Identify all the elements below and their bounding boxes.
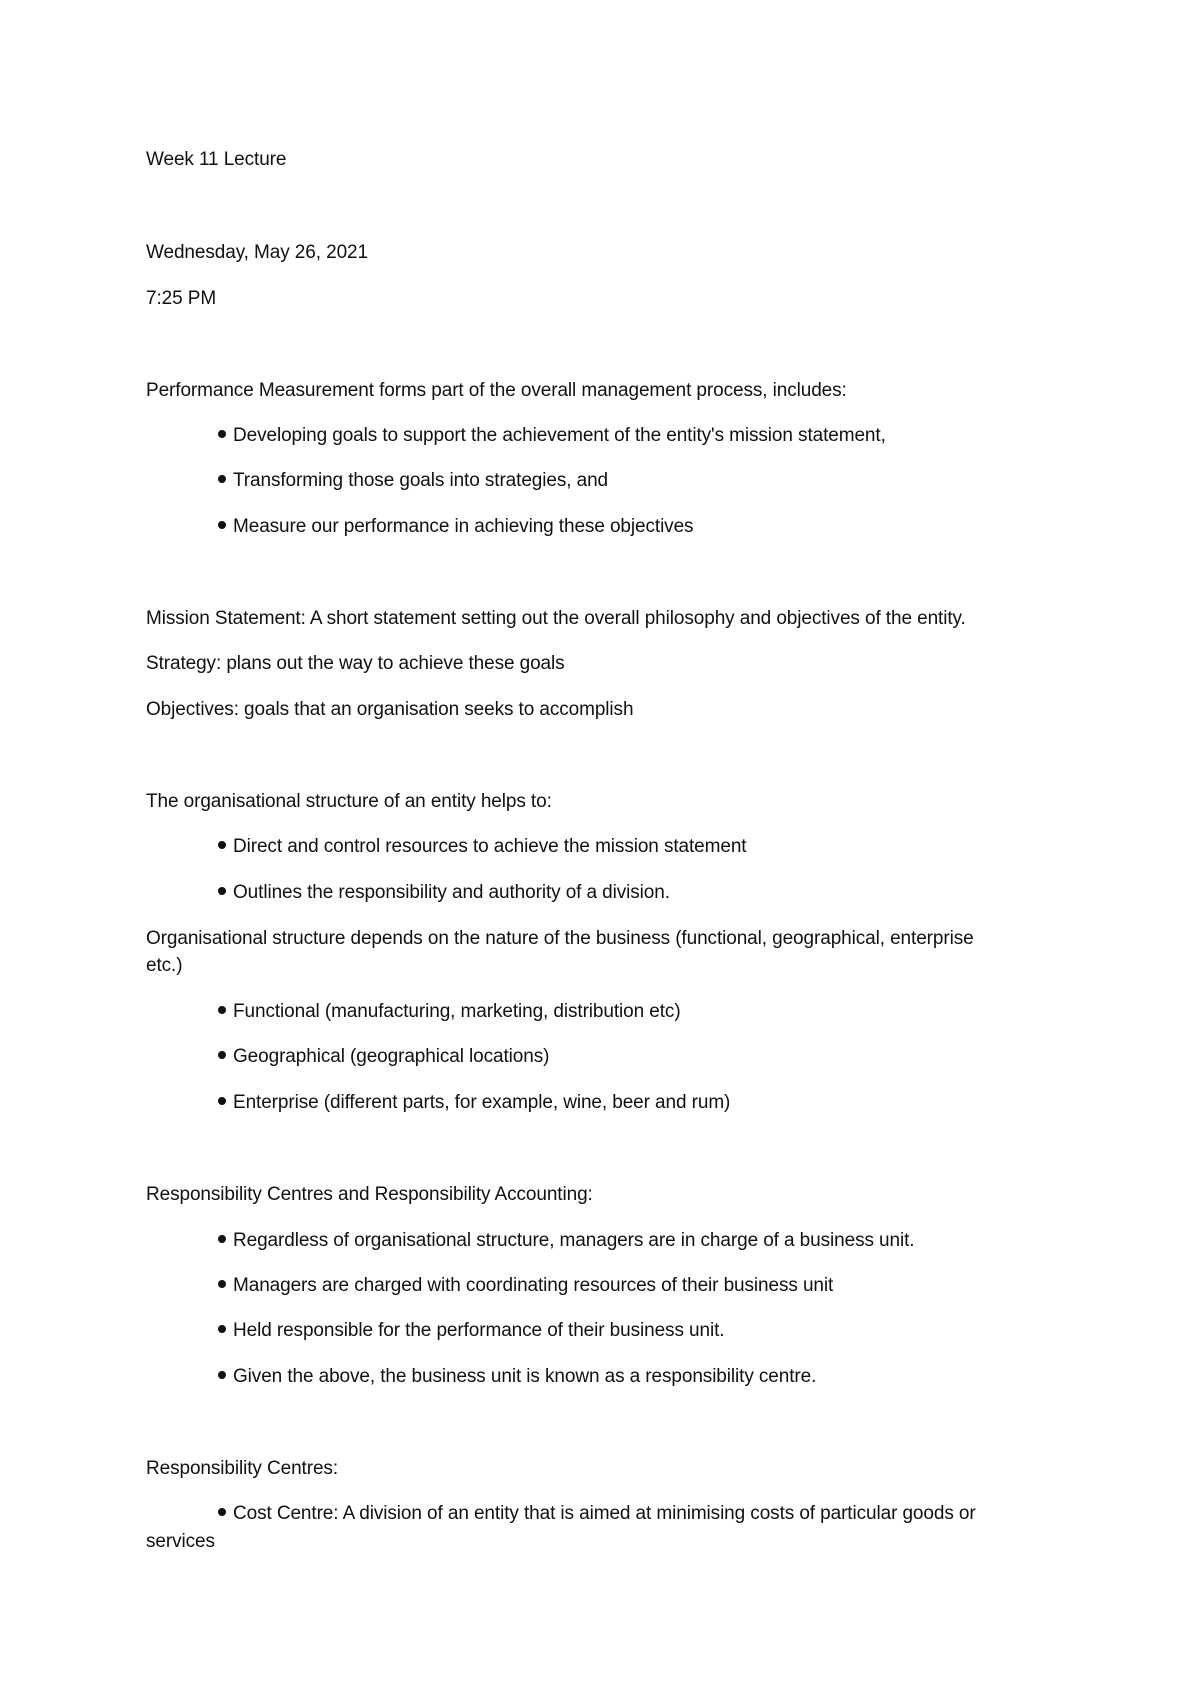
bullet-icon: [218, 1508, 226, 1516]
list-item-text: Given the above, the business unit is known as a responsibility centre.: [233, 1366, 817, 1387]
list-item-text: Held responsible for the performance of their business unit.: [233, 1320, 725, 1341]
list-item-text: Transforming those goals into strategies, and: [233, 470, 608, 491]
date-text: Wednesday, May 26, 2021: [146, 242, 368, 263]
definition-objectives: Objectives: goals that an organisation seeks to accomplish: [146, 699, 634, 720]
list-item-text: Functional (manufacturing, marketing, distribution etc): [233, 1001, 681, 1022]
page-title: Week 11 Lecture: [146, 149, 287, 170]
bullet-icon: [218, 1371, 226, 1379]
bullet-icon: [218, 1325, 226, 1333]
list-item: [218, 1090, 730, 1116]
list-item-text: Cost Centre: A division of an entity that is aimed at minimising costs of particular goods or: [233, 1503, 976, 1524]
list-item: [218, 834, 746, 860]
bullet-icon: [218, 430, 226, 438]
list-item: [218, 1501, 976, 1527]
definition-strategy: Strategy: plans out the way to achieve these goals: [146, 653, 565, 674]
time-text: 7:25 PM: [146, 288, 217, 309]
bullet-icon: [218, 1097, 226, 1105]
list-item-text: Measure our performance in achieving these objectives: [233, 516, 694, 537]
list-item: [218, 1044, 549, 1070]
bullet-icon: [218, 1280, 226, 1288]
bullet-icon: [218, 475, 226, 483]
structure-text-line1: Organisational structure depends on the nature of the business (functional, geographical, enterprise: [146, 928, 974, 949]
list-item: [218, 880, 670, 906]
section4-intro: Responsibility Centres:: [146, 1458, 339, 1479]
section2-intro: The organisational structure of an entity helps to:: [146, 791, 552, 812]
list-item-text: Regardless of organisational structure, managers are in charge of a business unit.: [233, 1230, 915, 1251]
bullet-icon: [218, 887, 226, 895]
list-item-text: Outlines the responsibility and authority of a division.: [233, 882, 670, 903]
list-item: [218, 999, 681, 1025]
definition-mission: Mission Statement: A short statement setting out the overall philosophy and objectives of the entity.: [146, 608, 966, 629]
list-item: [218, 423, 886, 449]
bullet-icon: [218, 521, 226, 529]
list-item: [218, 514, 693, 540]
bullet-icon: [218, 1051, 226, 1059]
list-item: [218, 1364, 816, 1390]
section1-intro: Performance Measurement forms part of the overall management process, includes:: [146, 380, 847, 401]
list-item: [218, 468, 608, 494]
bullet-icon: [218, 1235, 226, 1243]
section3-intro: Responsibility Centres and Responsibility Accounting:: [146, 1184, 593, 1205]
bullet-icon: [218, 1006, 226, 1014]
list-item-text: Enterprise (different parts, for example, wine, beer and rum): [233, 1092, 731, 1113]
structure-text-line2: etc.): [146, 955, 183, 976]
list-item: [218, 1228, 914, 1254]
list-item: [218, 1273, 833, 1299]
list-item-text: Managers are charged with coordinating resources of their business unit: [233, 1275, 834, 1296]
list-item: [218, 1318, 724, 1344]
list-item-continuation: services: [146, 1531, 215, 1552]
bullet-icon: [218, 841, 226, 849]
list-item-text: Developing goals to support the achievement of the entity's mission statement,: [233, 425, 886, 446]
list-item-text: Geographical (geographical locations): [233, 1046, 550, 1067]
list-item-text: Direct and control resources to achieve the mission statement: [233, 836, 747, 857]
